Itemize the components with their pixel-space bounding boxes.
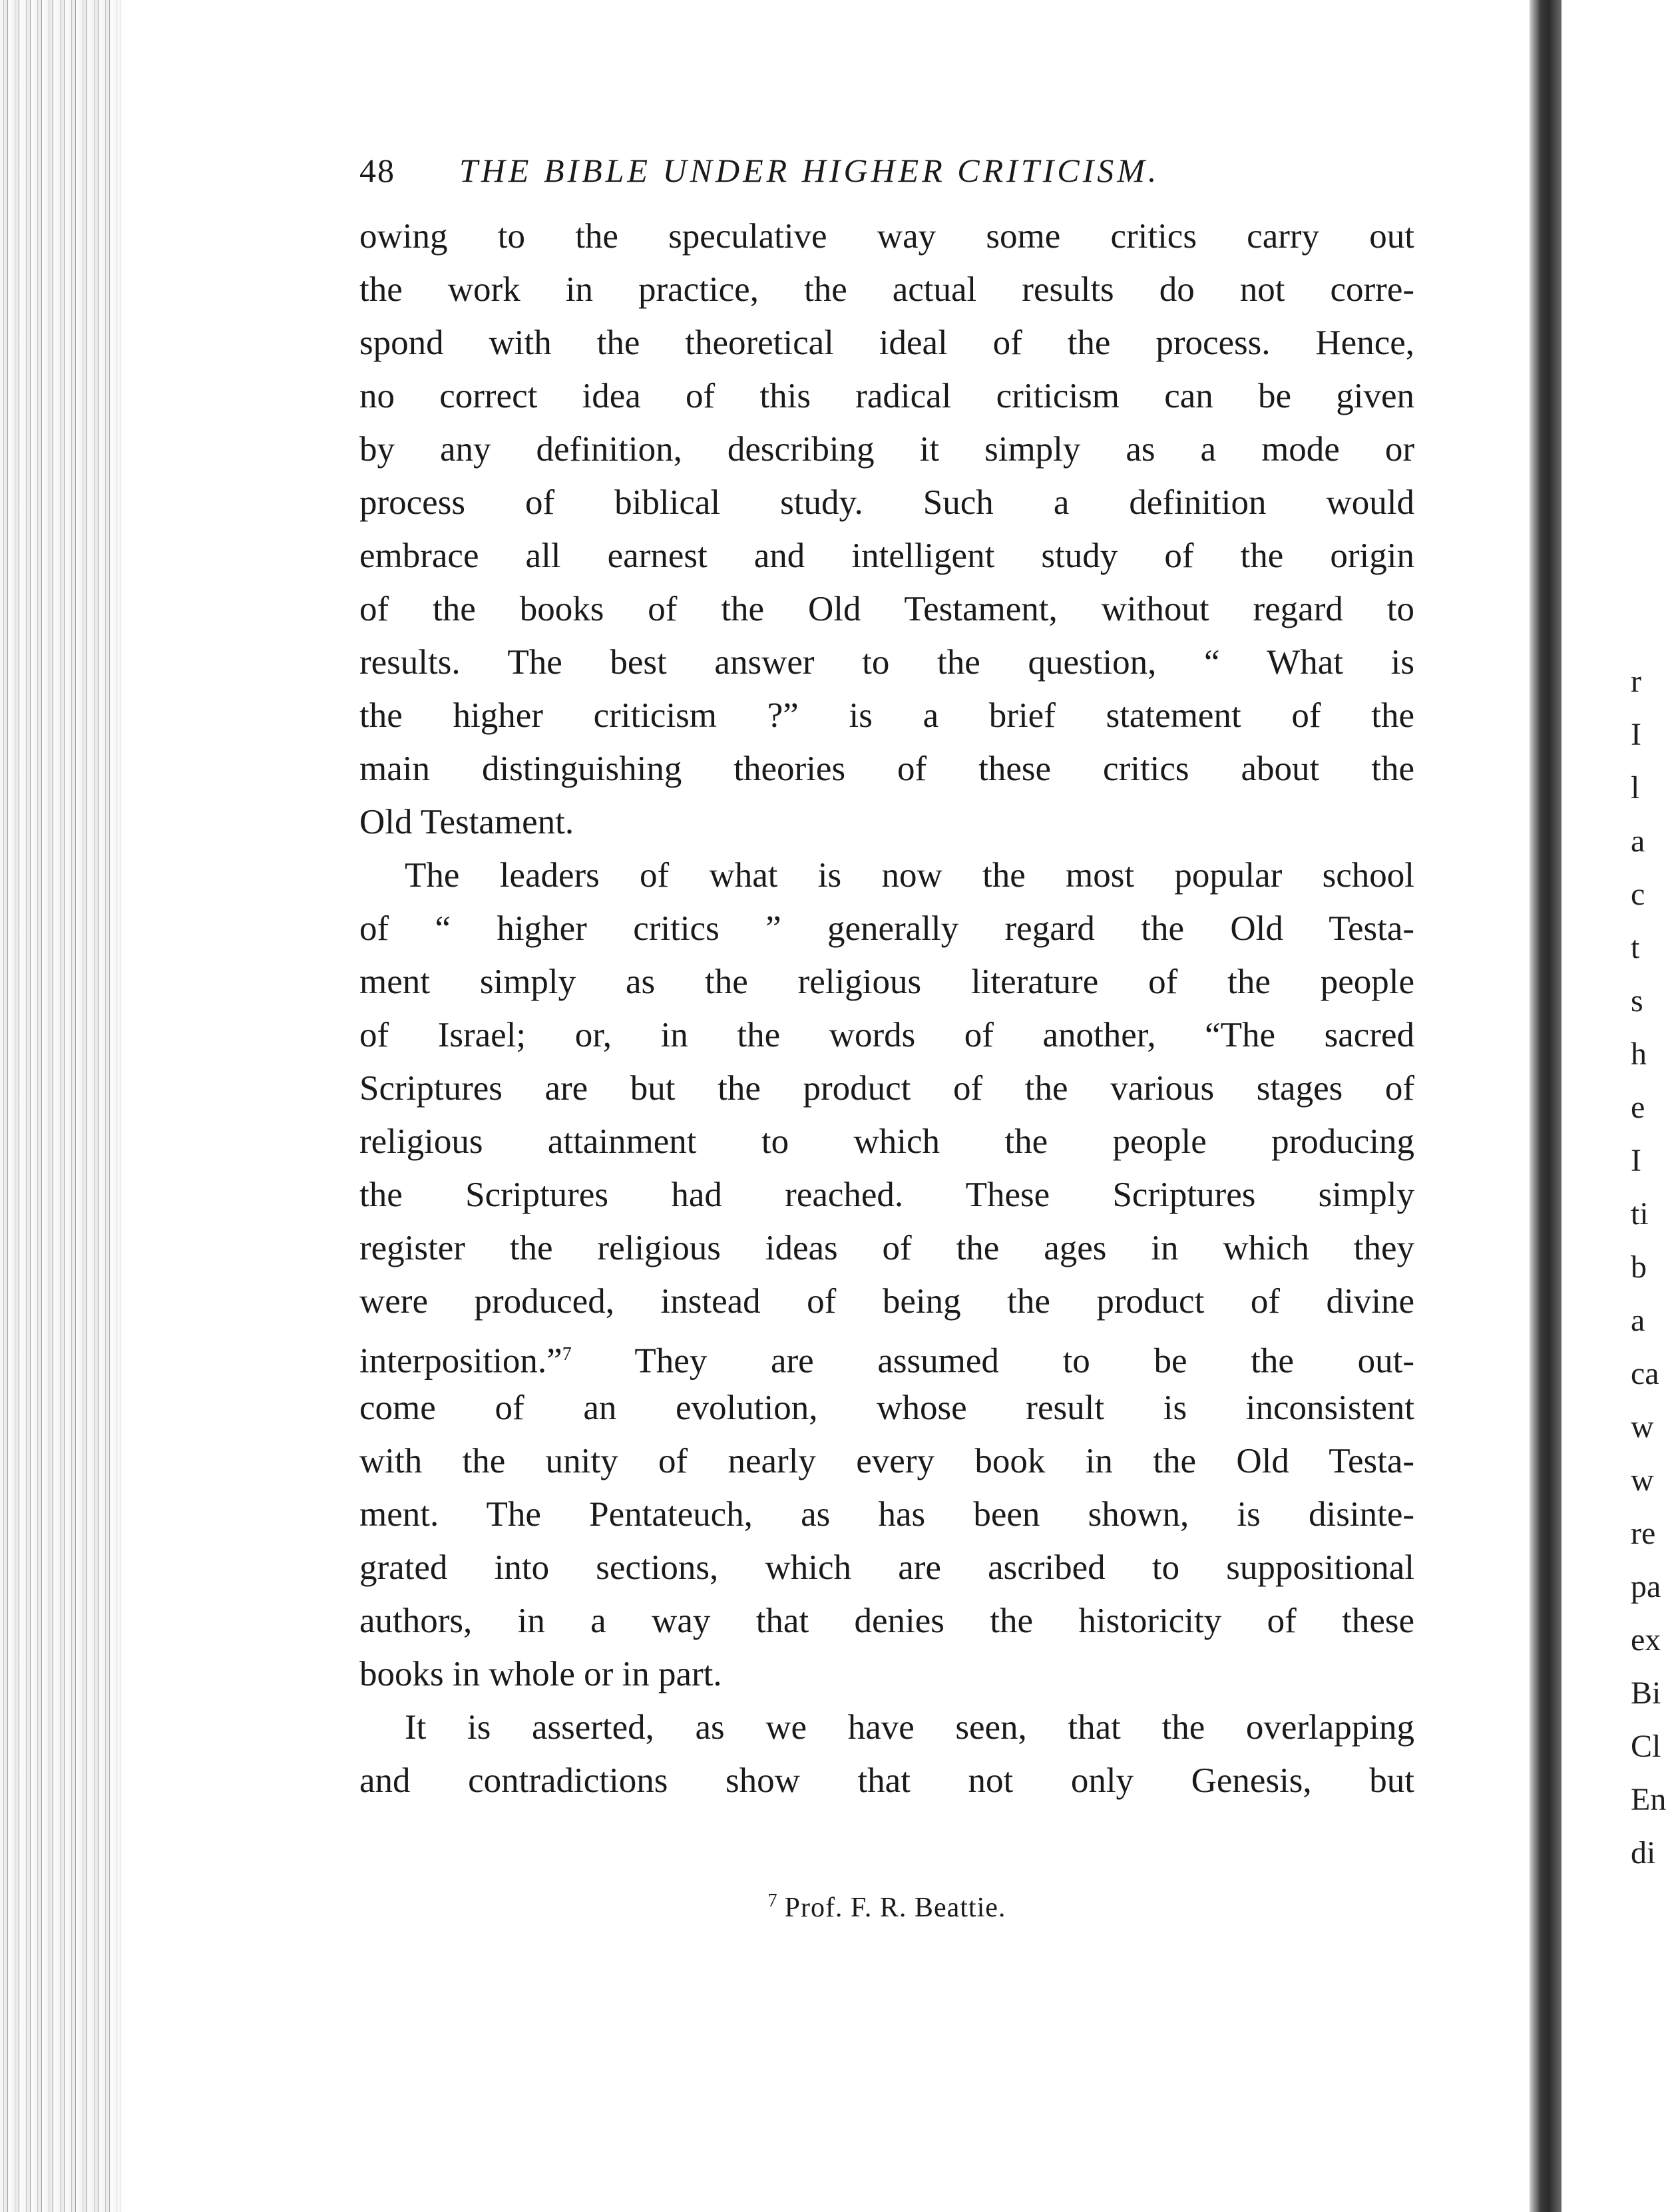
text-line: results. The best answer to the question, “ What is [359,643,1414,682]
text-line: ment simply as the religious literature of the people [359,963,1414,1001]
text-line: the higher criticism ?” is a brief statement of the [359,696,1414,735]
text-line: grated into sections, which are ascribed to suppositional [359,1548,1414,1587]
book-gutter [1530,0,1562,2212]
book-page [359,136,1414,1807]
text-line: by any definition, describing it simply as a mode or [359,430,1414,469]
facing-letter: b [1631,1249,1647,1285]
book-page-edges [0,0,126,2212]
facing-letter: a [1631,1303,1645,1338]
text-line: the Scriptures had reached. These Scriptures simply [359,1176,1414,1214]
text-line: of Israel; or, in the words of another, “The sacred [359,1016,1414,1054]
footnote-reference: 7 [562,1344,572,1365]
running-head [359,136,1414,196]
text-line: were produced, instead of being the product of divine [359,1282,1414,1321]
facing-letter: w [1631,1409,1654,1444]
facing-letter: c [1631,877,1645,912]
facing-letter: h [1631,1036,1647,1072]
facing-page-sliver [1562,0,1666,2212]
running-title: THE BIBLE UNDER HIGHER CRITICISM. [459,152,1160,189]
text-line: Scriptures are but the product of the various stages of [359,1069,1414,1108]
facing-letter: t [1631,930,1640,965]
text-line: and contradictions show that not only Genesis, but [359,1761,1414,1800]
text-line: of “ higher critics ” generally regard the Old Testa- [359,909,1414,948]
facing-letter: pa [1631,1569,1661,1604]
facing-letter: ti [1631,1196,1649,1231]
facing-letter: Cl [1631,1729,1661,1764]
text-line: spond with the theoretical ideal of the process. Hence, [359,324,1414,362]
facing-letter: s [1631,983,1643,1018]
facing-letter: Bi [1631,1675,1661,1711]
text-line: ment. The Pentateuch, as has been shown, is disinte- [359,1495,1414,1534]
facing-letter: En [1631,1782,1666,1817]
facing-letter: w [1631,1462,1654,1498]
text-segment: interposition.” [359,1341,562,1381]
body-text [359,210,1414,1807]
facing-letter: a [1631,823,1645,859]
footnote-mark: 7 [767,1890,778,1911]
facing-letter: di [1631,1835,1656,1871]
text-line: books in whole or in part. [359,1655,722,1693]
text-line: process of biblical study. Such a definition would [359,483,1414,522]
text-line: main distinguishing theories of these critics about the [359,750,1414,788]
facing-letter: re [1631,1516,1656,1551]
footnote [359,1890,1414,1924]
facing-letter: I [1631,1143,1641,1178]
text-line: the work in practice, the actual results do not corre- [359,270,1414,309]
facing-letter: e [1631,1090,1645,1125]
footnote-text: Prof. F. R. Beattie. [784,1892,1006,1923]
facing-letter: I [1631,717,1641,752]
text-line: The leaders of what is now the most popular school [405,856,1414,895]
text-line: It is asserted, as we have seen, that the overlapping [405,1708,1414,1747]
text-line: embrace all earnest and intelligent study of the origin [359,537,1414,575]
facing-letter: l [1631,770,1640,805]
text-line: of the books of the Old Testament, without regard to [359,590,1414,628]
text-line: Old Testament. [359,803,574,841]
facing-letter: ex [1631,1622,1661,1658]
page-number: 48 [359,152,395,189]
text-line: with the unity of nearly every book in the Old Testa- [359,1442,1414,1480]
text-segment: They are assumed to be the out- [571,1341,1414,1381]
text-line: authors, in a way that denies the historicity of these [359,1602,1414,1640]
text-line: register the religious ideas of the ages in which they [359,1229,1414,1267]
text-line: religious attainment to which the people producing [359,1122,1414,1161]
facing-letter: ca [1631,1356,1659,1391]
text-line: come of an evolution, whose result is inconsistent [359,1389,1414,1427]
text-line-with-note [359,1328,1414,1381]
text-line: owing to the speculative way some critics carry out [359,217,1414,256]
facing-letter: r [1631,664,1641,699]
text-line: no correct idea of this radical criticism can be given [359,377,1414,415]
